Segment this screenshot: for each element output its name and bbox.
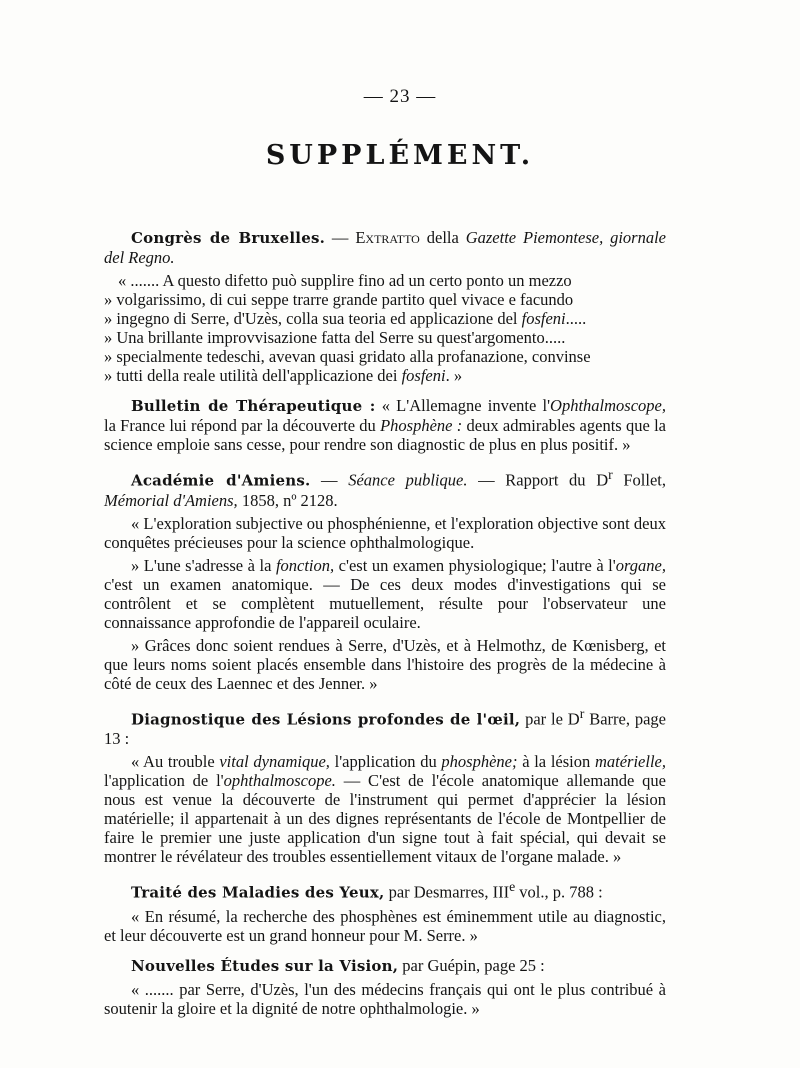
source-title: Gazette Piemontese, giornale del Regno. [104,228,666,267]
quote-line: « ....... A questo difetto può supplire fino ad un certo ponto un mezzo [118,271,572,290]
entry-nouvelles-etudes [104,956,666,1018]
heading-dash: — [325,228,356,247]
quote-paragraph: » L'une s'adresse à la fonction, c'est un examen physiologique; l'autre à l'organe, c'est un examen anatomique. — De ces deux modes d'investigations qui se contrôlent et se complètent mutuellement, résulte pour l'observateur une connaissance approfondie de l'appareil oculaire. [104,555,666,632]
quotation [104,271,666,385]
page-number: — 23 — [363,86,437,107]
entry-heading: Diagnostique des Lésions profondes de l'œil, [131,710,521,728]
quote-paragraph: « L'exploration subjective ou phosphénienne, et l'exploration objective sont deux conquêtes précieuses pour la science ophthalmologique. [104,513,666,552]
quote-line: » specialmente tedeschi, avevan quasi gridato alla profanazione, convinse [104,347,591,366]
entry-heading-line: Traité des Maladies des Yeux, par Desmarres, IIIe vol., p. 788 : [131,879,603,902]
entry-heading-line: Diagnostique des Lésions profondes de l'œil, par le $D^r$ Barre, page 13 : [104,705,666,748]
source-connector: della [419,228,466,247]
page-title: SUPPLÉMENT. [265,140,535,171]
entry-heading: Bulletin de Thérapeutique : [131,397,376,415]
quote-paragraph: » Grâces donc soient rendues à Serre, d'Uzès, et à Helmothz, de Kœnisberg, et que leurs noms soient placés ensemble dans l'histoire des progrès de la médecine à côté de ceux des Laennec et des Jenner. » [104,635,666,693]
quote-line: » Una brillante improvvisazione fatta del Serre su quest'argomento..... [104,328,566,347]
entry-heading: Académie d'Amiens. [131,471,311,490]
entry-paragraph: Bulletin de Thérapeutique : « L'Allemagne invente l'Ophthalmoscope, la France lui répond par la découverte du Phosphène : deux admirables agents que la science emploie sans cesse, pour rendre son diagnostic de plus en plus positif. » [104,396,666,454]
source-label: Extratto [355,228,420,247]
entry-academie-amiens [104,465,666,693]
supplement-body [104,228,666,1029]
entry-traite-maladies [104,877,666,945]
quote-paragraph: « Au trouble vital dynamique, l'application du phosphène; à la lésion matérielle, l'application de l'ophthalmoscope. — C'est de l'école anatomique allemande que nous est venue la découverte de l'instrument qui permet d'apprécier la lésion matérielle; il appartenait à un des dignes représentants de l'école de Montpellier de faire le premier une juste application d'un signe tout à fait spécial, qui devait se montrer le révélateur des troubles essentiellement vitaux de l'organe malade. » [104,752,666,866]
entry-heading: Nouvelles Études sur la Vision, [131,956,399,975]
entry-diagnostique-lesions [104,704,666,867]
quote-paragraph: « ....... par Serre, d'Uzès, l'un des médecins français qui ont le plus contribué à soutenir la gloire et la dignité de notre ophthalmologie. » [104,979,666,1018]
quote-line: » ingegno di Serre, d'Uzès, colla sua teoria ed applicazione del fosfeni..... [104,309,587,328]
entry-congres-bruxelles [104,228,666,385]
entry-bulletin-therapeutique [104,396,666,454]
quote-line: » tutti della reale utilità dell'applicazione dei fosfeni. » [104,366,463,385]
quote-line: » volgarissimo, di cui seppe trarre grande partito quel vivace e facundo [104,290,574,309]
entry-heading: Traité des Maladies des Yeux, [131,883,385,902]
entry-heading: Congrès de Bruxelles. [131,229,326,247]
entry-heading-line: Nouvelles Études sur la Vision, par Guépin, page 25 : [131,955,545,975]
quote-paragraph: « En résumé, la recherche des phosphènes est éminemment utile au diagnostic, et leur découverte est un grand honneur pour M. Serre. » [104,906,666,945]
entry-heading-line [104,228,666,267]
entry-heading-line: Académie d'Amiens. — Séance publique. — Rapport du $D^r$ Follet, Mémorial d'Amiens, 1858, nº 2128. [104,467,666,510]
